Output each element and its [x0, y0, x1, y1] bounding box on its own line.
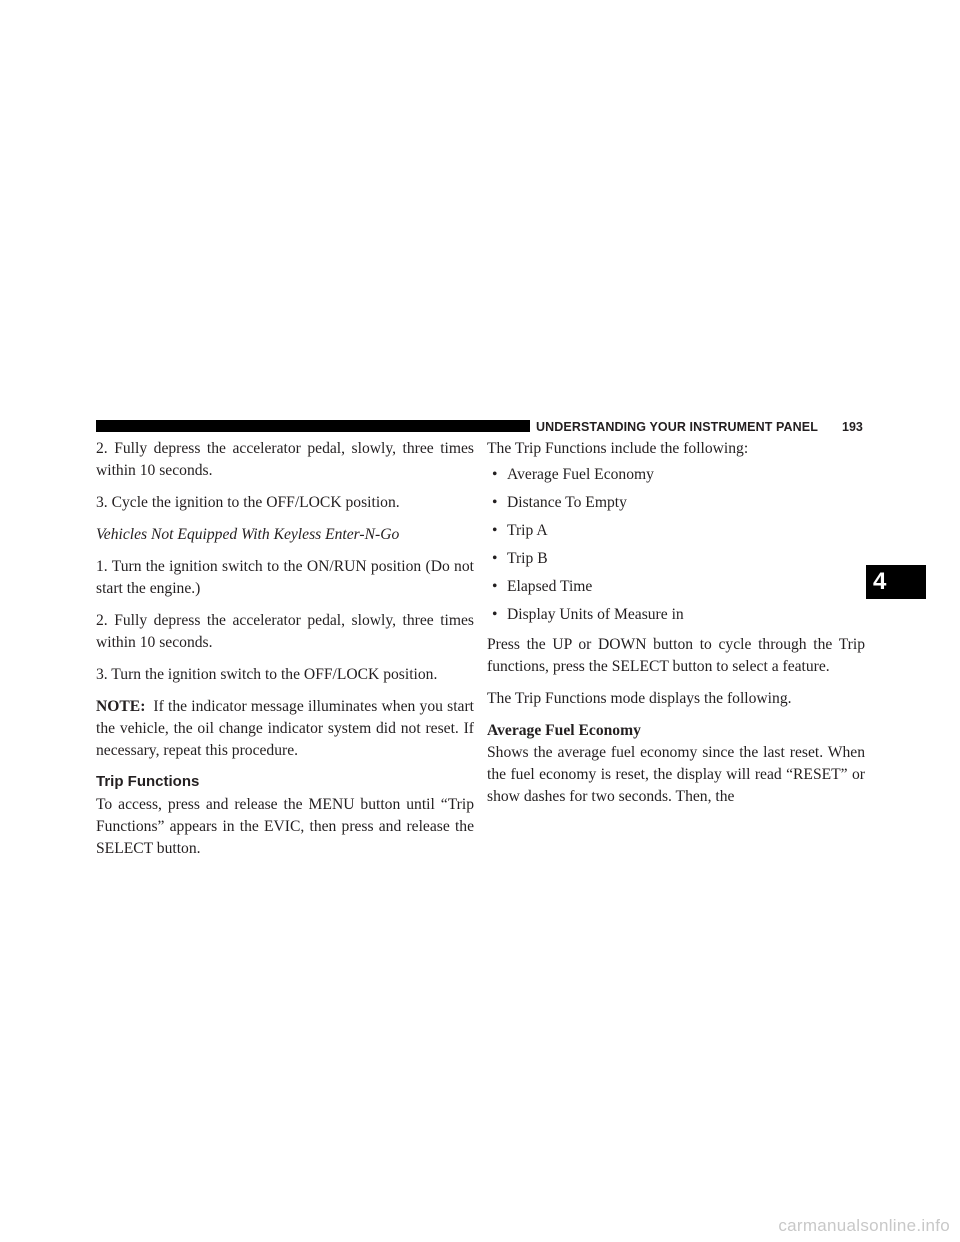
list-item: [487, 492, 865, 514]
mode-displays-text: The Trip Functions mode displays the following.: [487, 690, 792, 707]
bullet-icon: •: [492, 606, 498, 623]
trip-functions-list: [487, 464, 865, 626]
section-heading-trip-functions: Trip Functions: [96, 773, 200, 790]
list-item: [487, 604, 865, 626]
chapter-tab: 4: [866, 565, 926, 599]
header-rule: [96, 420, 530, 432]
step-3-turn-ignition-off: 3. Turn the ignition switch to the OFF/LOCK position.: [96, 666, 438, 683]
list-item-text: Distance To Empty: [507, 494, 627, 511]
note-label: NOTE:: [96, 698, 146, 715]
right-column: [487, 438, 865, 818]
list-item-text: Trip B: [507, 550, 548, 567]
note-text: If the indicator message illuminates when you start the vehicle, the oil change indicator system did not reset. If necessary, repeat this procedure.: [96, 698, 474, 759]
list-item-text: Display Units of Measure in: [507, 606, 684, 623]
subheading-average-fuel-economy: Average Fuel Economy: [487, 722, 641, 739]
note-paragraph: [96, 696, 474, 762]
bullet-icon: •: [492, 466, 498, 483]
subheading-not-keyless: Vehicles Not Equipped With Keyless Enter-N-Go: [96, 526, 400, 543]
list-item-text: Elapsed Time: [507, 578, 593, 595]
list-item-text: Average Fuel Economy: [507, 466, 654, 483]
list-item-text: Trip A: [507, 522, 548, 539]
list-item: [487, 464, 865, 486]
trip-functions-access-text: To access, press and release the MENU button until “Trip Functions” appears in the EVIC, then press and release the SELECT button.: [96, 796, 474, 857]
bullet-icon: •: [492, 550, 498, 567]
list-item: [487, 576, 865, 598]
step-2-accelerator-b: 2. Fully depress the accelerator pedal, slowly, three times within 10 seconds.: [96, 612, 474, 651]
watermark: carmanualsonline.info: [778, 1216, 950, 1235]
average-fuel-economy-text: Shows the average fuel economy since the last reset. When the fuel economy is reset, the display will read “RESET” or show dashes for two seconds. Then, the: [487, 744, 865, 805]
trip-functions-intro: The Trip Functions include the following:: [487, 440, 749, 457]
step-2-accelerator: 2. Fully depress the accelerator pedal, slowly, three times within 10 seconds.: [96, 440, 474, 479]
left-column: [96, 438, 474, 870]
bullet-icon: •: [492, 578, 498, 595]
cycle-instructions: Press the UP or DOWN button to cycle through the Trip functions, press the SELECT button to select a feature.: [487, 636, 865, 675]
page-number: 193: [842, 420, 863, 434]
bullet-icon: •: [492, 494, 498, 511]
list-item: [487, 548, 865, 570]
running-header-title: UNDERSTANDING YOUR INSTRUMENT PANEL: [536, 420, 818, 434]
step-3-cycle-ignition: 3. Cycle the ignition to the OFF/LOCK position.: [96, 494, 400, 511]
step-1-turn-ignition: 1. Turn the ignition switch to the ON/RUN position (Do not start the engine.): [96, 558, 474, 597]
list-item: [487, 520, 865, 542]
bullet-icon: •: [492, 522, 498, 539]
